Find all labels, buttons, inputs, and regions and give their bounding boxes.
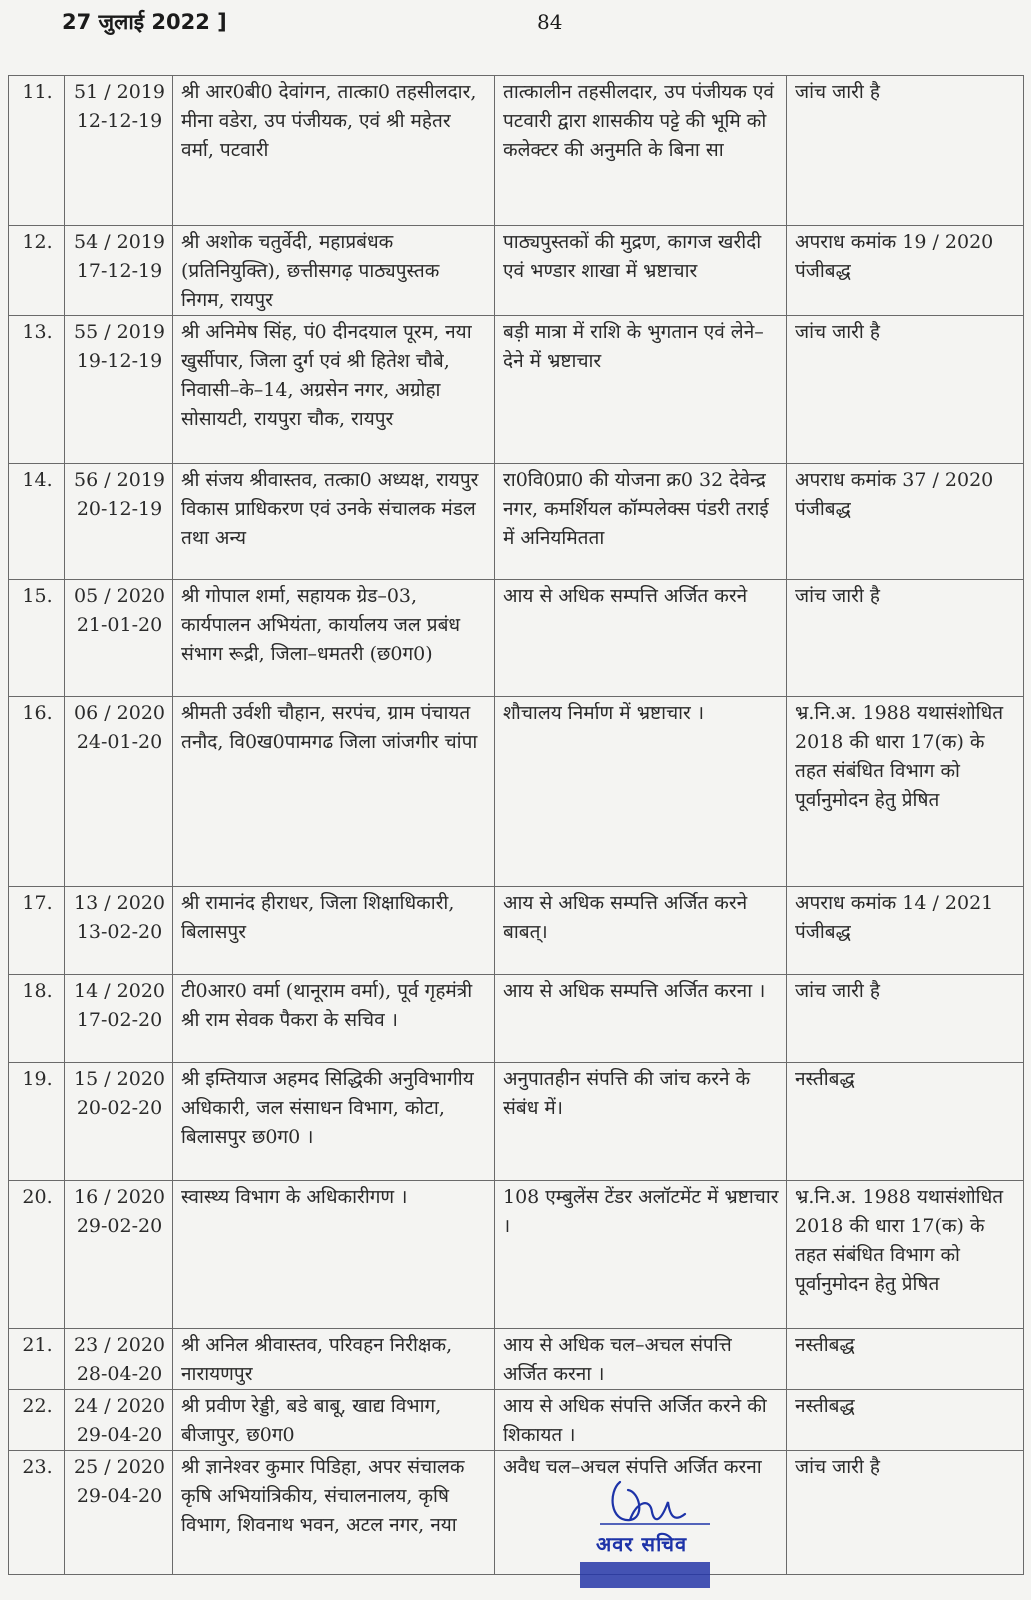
serial-number: 20. [9, 1181, 65, 1329]
serial-number: 13. [9, 316, 65, 464]
case-date: 20-02-20 [76, 1097, 163, 1119]
case-number-cell [65, 975, 173, 1063]
accused-name: श्री इम्तियाज अहमद सिद्धिकी अनुविभागीय अधिकारी, जल संसाधन विभाग, कोटा, बिलासपुर छ0ग0 । [173, 1063, 495, 1181]
case-date: 20-12-19 [76, 498, 163, 520]
case-date: 21-01-20 [76, 614, 163, 636]
case-number: 13 / 2020 [73, 892, 165, 914]
serial-number: 14. [9, 464, 65, 580]
serial-number: 11. [9, 76, 65, 226]
case-number-cell [65, 76, 173, 226]
signature-designation: अवर सचिव [596, 1532, 688, 1556]
table-row [9, 316, 1024, 464]
serial-number: 21. [9, 1329, 65, 1390]
accused-name: श्री अनिल श्रीवास्तव, परिवहन निरीक्षक, नारायणपुर [173, 1329, 495, 1390]
allegation: आय से अधिक संपत्ति अर्जित करने की शिकायत । [495, 1390, 787, 1451]
serial-number: 12. [9, 226, 65, 316]
case-status: जांच जारी है [787, 975, 1024, 1063]
case-date: 19-12-19 [76, 350, 163, 372]
case-date: 17-02-20 [76, 1009, 163, 1031]
allegation: आय से अधिक सम्पत्ति अर्जित करने [495, 580, 787, 697]
allegation: तात्कालीन तहसीलदार, उप पंजीयक एवं पटवारी द्वारा शासकीय पट्टे की भूमि को कलेक्टर की अनुमति के बिना सा [495, 76, 787, 226]
accused-name: स्वास्थ्य विभाग के अधिकारीगण । [173, 1181, 495, 1329]
case-status: भ्र.नि.अ. 1988 यथासंशोधित 2018 की धारा 17(क) के तहत संबंधित विभाग को पूर्वानुमोदन हेतु प्रेषित [787, 1181, 1024, 1329]
page-number: 84 [537, 10, 563, 34]
case-number-cell [65, 316, 173, 464]
official-stamp [580, 1562, 710, 1588]
case-date: 28-04-20 [76, 1363, 163, 1385]
case-date: 24-01-20 [76, 731, 163, 753]
case-status: नस्तीबद्ध [787, 1390, 1024, 1451]
allegation: आय से अधिक सम्पत्ति अर्जित करना । [495, 975, 787, 1063]
case-number-cell [65, 580, 173, 697]
serial-number: 16. [9, 697, 65, 887]
table-row [9, 226, 1024, 316]
case-number-cell [65, 697, 173, 887]
table-row [9, 580, 1024, 697]
case-number: 56 / 2019 [73, 469, 165, 491]
allegation: अनुपातहीन संपत्ति की जांच करने के संबंध में। [495, 1063, 787, 1181]
case-number-cell [65, 1181, 173, 1329]
case-status: भ्र.नि.अ. 1988 यथासंशोधित 2018 की धारा 17(क) के तहत संबंधित विभाग को पूर्वानुमोदन हेतु प्रेषित [787, 697, 1024, 887]
serial-number: 17. [9, 887, 65, 975]
case-number: 15 / 2020 [73, 1068, 165, 1090]
case-number: 54 / 2019 [73, 231, 165, 253]
case-number: 23 / 2020 [73, 1334, 165, 1356]
table-row [9, 1451, 1024, 1575]
case-status: जांच जारी है [787, 580, 1024, 697]
accused-name: श्री गोपाल शर्मा, सहायक ग्रेड–03, कार्यपालन अभियंता, कार्यालय जल प्रबंध संभाग रूद्री, जिला–धमतरी (छ0ग0) [173, 580, 495, 697]
allegation: अवैध चल–अचल संपत्ति अर्जित करना [495, 1451, 787, 1575]
allegation: पाठ्यपुस्तकों की मुद्रण, कागज खरीदी एवं भण्डार शाखा में भ्रष्टाचार [495, 226, 787, 316]
accused-name: श्रीमती उर्वशी चौहान, सरपंच, ग्राम पंचायत तनौद, वि0ख0पामगढ जिला जांजगीर चांपा [173, 697, 495, 887]
case-date: 17-12-19 [76, 260, 163, 282]
table-row [9, 464, 1024, 580]
table-row [9, 975, 1024, 1063]
case-number-cell [65, 1390, 173, 1451]
serial-number: 15. [9, 580, 65, 697]
case-number-cell [65, 1451, 173, 1575]
serial-number: 19. [9, 1063, 65, 1181]
document-date: 27 जुलाई 2022 ] [62, 10, 227, 34]
case-number: 25 / 2020 [73, 1456, 165, 1478]
table-row [9, 887, 1024, 975]
allegation: आय से अधिक चल–अचल संपत्ति अर्जित करना । [495, 1329, 787, 1390]
case-register-body [9, 76, 1024, 1575]
case-status: नस्तीबद्ध [787, 1063, 1024, 1181]
case-status: नस्तीबद्ध [787, 1329, 1024, 1390]
case-number: 51 / 2019 [73, 81, 165, 103]
table-row [9, 1181, 1024, 1329]
table-row [9, 1390, 1024, 1451]
case-status: अपराध कमांक 19 / 2020 पंजीबद्ध [787, 226, 1024, 316]
allegation: आय से अधिक सम्पत्ति अर्जित करने बाबत्। [495, 887, 787, 975]
allegation: 108 एम्बुलेंस टेंडर अलॉटमेंट में भ्रष्टाचार । [495, 1181, 787, 1329]
case-number: 14 / 2020 [73, 980, 165, 1002]
case-number-cell [65, 887, 173, 975]
accused-name: श्री अशोक चतुर्वेदी, महाप्रबंधक (प्रतिनियुक्ति), छत्तीसगढ़ पाठ्यपुस्तक निगम, रायपुर [173, 226, 495, 316]
case-number-cell [65, 226, 173, 316]
accused-name: श्री प्रवीण रेड्डी, बडे बाबू, खाद्य विभाग, बीजापुर, छ0ग0 [173, 1390, 495, 1451]
accused-name: श्री रामानंद हीराधर, जिला शिक्षाधिकारी, बिलासपुर [173, 887, 495, 975]
accused-name: श्री ज्ञानेश्वर कुमार पिडिहा, अपर संचालक कृषि अभियांत्रिकीय, संचालनालय, कृषि विभाग, शिवनाथ भवन, अटल नगर, नया [173, 1451, 495, 1575]
accused-name: श्री संजय श्रीवास्तव, तत्का0 अध्यक्ष, रायपुर विकास प्राधिकरण एवं उनके संचालक मंडल तथा अन्य [173, 464, 495, 580]
case-number: 16 / 2020 [73, 1186, 165, 1208]
serial-number: 23. [9, 1451, 65, 1575]
case-status: अपराध कमांक 14 / 2021 पंजीबद्ध [787, 887, 1024, 975]
table-row [9, 76, 1024, 226]
case-number: 55 / 2019 [73, 321, 165, 343]
case-date: 29-04-20 [76, 1485, 163, 1507]
serial-number: 18. [9, 975, 65, 1063]
case-number: 05 / 2020 [73, 585, 165, 607]
allegation: बड़ी मात्रा में राशि के भुगतान एवं लेने–देने में भ्रष्टाचार [495, 316, 787, 464]
accused-name: श्री अनिमेष सिंह, पं0 दीनदयाल पूरम, नया खुर्सीपार, जिला दुर्ग एवं श्री हितेश चौबे, निवासी–के–14, अग्रसेन नगर, अग्रोहा सोसायटी, रायपुरा चौक, रायपुर [173, 316, 495, 464]
case-date: 29-02-20 [76, 1215, 163, 1237]
allegation: रा0वि0प्रा0 की योजना क्र0 32 देवेन्द्र नगर, कमर्शियल कॉम्पलेक्स पंडरी तराई में अनियमितता [495, 464, 787, 580]
case-number-cell [65, 464, 173, 580]
table-row [9, 1063, 1024, 1181]
case-status: अपराध कमांक 37 / 2020 पंजीबद्ध [787, 464, 1024, 580]
case-number-cell [65, 1063, 173, 1181]
allegation: शौचालय निर्माण में भ्रष्टाचार । [495, 697, 787, 887]
table-row [9, 697, 1024, 887]
case-number-cell [65, 1329, 173, 1390]
case-register-table [8, 75, 1024, 1575]
accused-name: श्री आर0बी0 देवांगन, तात्का0 तहसीलदार, मीना वडेरा, उप पंजीयक, एवं श्री महेतर वर्मा, पटवारी [173, 76, 495, 226]
case-date: 13-02-20 [76, 921, 163, 943]
case-status: जांच जारी है [787, 76, 1024, 226]
case-number: 06 / 2020 [73, 702, 165, 724]
case-date: 12-12-19 [76, 110, 163, 132]
serial-number: 22. [9, 1390, 65, 1451]
case-status: जांच जारी है [787, 316, 1024, 464]
case-date: 29-04-20 [76, 1424, 163, 1446]
table-row [9, 1329, 1024, 1390]
accused-name: टी0आर0 वर्मा (थानूराम वर्मा), पूर्व गृहमंत्री श्री राम सेवक पैकरा के सचिव । [173, 975, 495, 1063]
case-status: जांच जारी है [787, 1451, 1024, 1575]
case-number: 24 / 2020 [73, 1395, 165, 1417]
